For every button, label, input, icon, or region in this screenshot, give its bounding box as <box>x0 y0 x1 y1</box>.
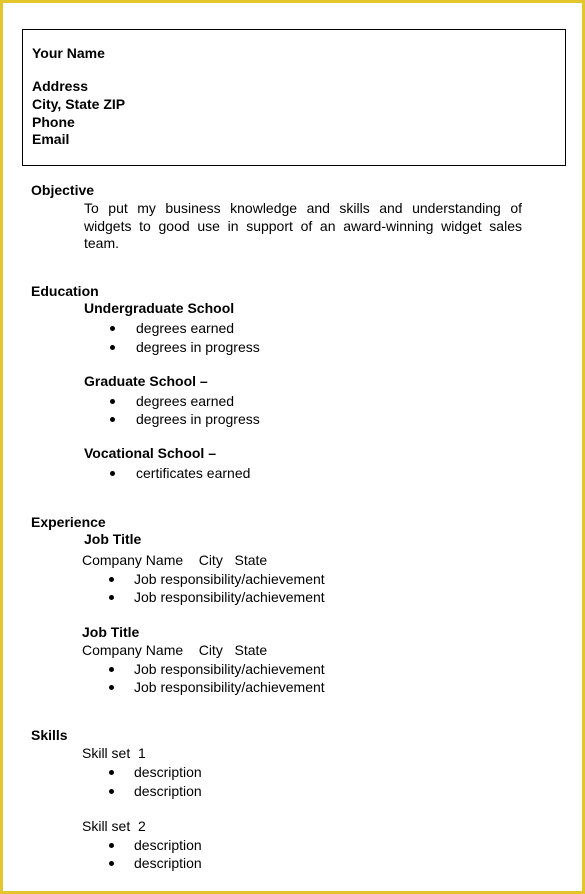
school-title: Graduate School – <box>84 373 208 389</box>
school-title: Vocational School – <box>84 445 216 461</box>
school-item: degrees earned <box>136 320 235 336</box>
job-title: Job Title <box>84 531 142 547</box>
email-line: Email <box>32 131 70 147</box>
school-item: degrees in progress <box>136 339 260 355</box>
job-item: Job responsibility/achievement <box>134 571 325 587</box>
bullet-icon <box>110 471 115 476</box>
skill-set-title: Skill set 1 <box>82 745 146 761</box>
bullet-icon <box>109 667 114 672</box>
bullet-icon <box>109 577 114 582</box>
phone-line: Phone <box>32 114 75 130</box>
job-item: Job responsibility/achievement <box>134 589 325 605</box>
city-state-zip-line: City, State ZIP <box>32 96 126 112</box>
education-heading: Education <box>31 283 99 299</box>
skills-heading: Skills <box>31 727 68 743</box>
bullet-icon <box>109 789 114 794</box>
bullet-icon <box>110 417 115 422</box>
skill-set-title: Skill set 2 <box>82 818 146 834</box>
objective-heading: Objective <box>31 182 95 198</box>
skill-item: description <box>134 764 202 780</box>
school-item: degrees earned <box>136 393 235 409</box>
bullet-icon <box>109 595 114 600</box>
school-item: certificates earned <box>136 465 251 481</box>
bullet-icon <box>110 326 115 331</box>
skill-item: description <box>134 783 202 799</box>
objective-text: To put my business knowledge and skills and understanding of widgets to good use in support of an award-winning widget sales team. <box>84 200 522 251</box>
skill-item: description <box>134 837 202 853</box>
address-line: Address <box>32 78 89 94</box>
school-item: degrees in progress <box>136 411 260 427</box>
bullet-icon <box>110 345 115 350</box>
job-item: Job responsibility/achievement <box>134 661 325 677</box>
job-title: Job Title <box>82 624 140 640</box>
skill-item: description <box>134 855 202 871</box>
company-line: Company Name City State <box>82 642 268 658</box>
name-line: Your Name <box>32 45 105 61</box>
experience-heading: Experience <box>31 514 106 530</box>
bullet-icon <box>110 399 115 404</box>
bullet-icon <box>109 770 114 775</box>
job-item: Job responsibility/achievement <box>134 679 325 695</box>
school-title: Undergraduate School <box>84 300 235 316</box>
bullet-icon <box>109 861 114 866</box>
bullet-icon <box>109 843 114 848</box>
bullet-icon <box>109 685 114 690</box>
company-line: Company Name City State <box>82 552 268 568</box>
